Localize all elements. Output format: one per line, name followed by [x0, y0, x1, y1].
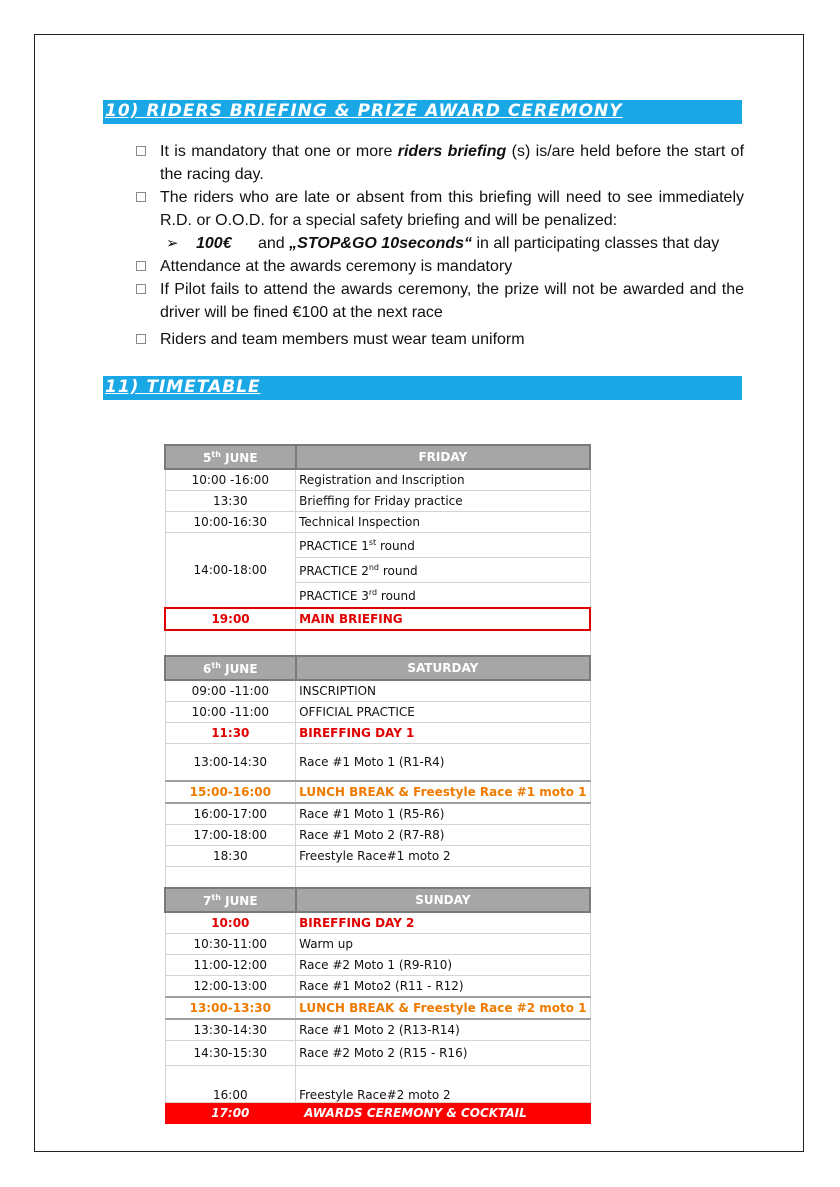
list-item: Riders and team members must wear team uniform [134, 328, 744, 351]
table-row: PRACTICE 3rd round [165, 583, 590, 609]
bullet-box-icon [136, 261, 146, 271]
section-11-header [103, 376, 742, 400]
table-row: 17:00-18:00 Race #1 Moto 2 (R7-R8) [165, 825, 590, 846]
main-briefing-row: 19:00 MAIN BRIEFING [165, 608, 590, 630]
table-row: 16:00 Freestyle Race#2 moto 2 [165, 1066, 590, 1103]
table-row: 10:00 -11:00 OFFICIAL PRACTICE [165, 702, 590, 723]
table-row: 13:30-14:30 Race #1 Moto 2 (R13-R14) [165, 1019, 590, 1041]
section-11-title: 11) TIMETABLE [105, 377, 261, 397]
penalty-amount: 100€ [196, 235, 232, 252]
section-10-header [103, 100, 742, 124]
awards-ceremony-row: 17:00 AWARDS CEREMONY & COCKTAIL [165, 1103, 590, 1124]
date-cell: 7th JUNE [165, 888, 296, 912]
table-row: 11:30 BIREFFING DAY 1 [165, 723, 590, 744]
arrow-bullet-icon: ➢ [166, 235, 179, 252]
table-row: 14:30-15:30 Race #2 Moto 2 (R15 - R16) [165, 1041, 590, 1066]
day-name-cell: FRIDAY [296, 445, 590, 469]
lunch-break-row: 13:00-13:30 LUNCH BREAK & Freestyle Race #2 moto 1 [165, 997, 590, 1019]
table-row: 10:00-16:30 Technical Inspection [165, 512, 590, 533]
bullet-box-icon [136, 146, 146, 156]
date-cell: 5th JUNE [165, 445, 296, 469]
spacer-row [165, 867, 590, 889]
list-item: The riders who are late or absent from this briefing will need to see immediately R.D. or O.O.D. for a special safety briefing and will be penalized: [134, 186, 744, 232]
penalty-line: ➢ 100€ and „STOP&GO 10seconds“ in all participating classes that day [134, 232, 744, 255]
day-header-sunday [165, 888, 590, 912]
table-row: 10:00 -16:00 Registration and Inscription [165, 469, 590, 491]
table-row: 14:00-18:00 PRACTICE 1st round [165, 533, 590, 558]
briefing-bullet-list [134, 140, 744, 351]
table-row: 10:00 BIREFFING DAY 2 [165, 912, 590, 934]
lunch-break-row: 15:00-16:00 LUNCH BREAK & Freestyle Race #1 moto 1 [165, 781, 590, 803]
bullet-box-icon [136, 192, 146, 202]
list-item: Attendance at the awards ceremony is mandatory [134, 255, 744, 278]
day-name-cell: SATURDAY [296, 656, 590, 680]
table-row: 12:00-13:00 Race #1 Moto2 (R11 - R12) [165, 976, 590, 998]
day-header-saturday [165, 656, 590, 680]
table-row: PRACTICE 2nd round [165, 558, 590, 583]
table-row: 10:30-11:00 Warm up [165, 934, 590, 955]
table-row: 13:30 Brieffing for Friday practice [165, 491, 590, 512]
section-10-title: 10) RIDERS BRIEFING & PRIZE AWARD CEREMONY [105, 101, 623, 121]
table-row: 11:00-12:00 Race #2 Moto 1 (R9-R10) [165, 955, 590, 976]
date-cell: 6th JUNE [165, 656, 296, 680]
table-row: 16:00-17:00 Race #1 Moto 1 (R5-R6) [165, 803, 590, 825]
table-row: 09:00 -11:00 INSCRIPTION [165, 680, 590, 702]
bullet-box-icon [136, 284, 146, 294]
list-item: If Pilot fails to attend the awards ceremony, the prize will not be awarded and the driver will be fined €100 at the next race [134, 278, 744, 324]
table-row: 13:00-14:30 Race #1 Moto 1 (R1-R4) [165, 744, 590, 782]
table-row: 18:30 Freestyle Race#1 moto 2 [165, 846, 590, 867]
bullet-box-icon [136, 334, 146, 344]
day-header-friday [165, 445, 590, 469]
spacer-row [165, 630, 590, 656]
timetable [164, 444, 591, 1124]
list-item: It is mandatory that one or more riders briefing (s) is/are held before the start of the racing day. [134, 140, 744, 186]
day-name-cell: SUNDAY [296, 888, 590, 912]
